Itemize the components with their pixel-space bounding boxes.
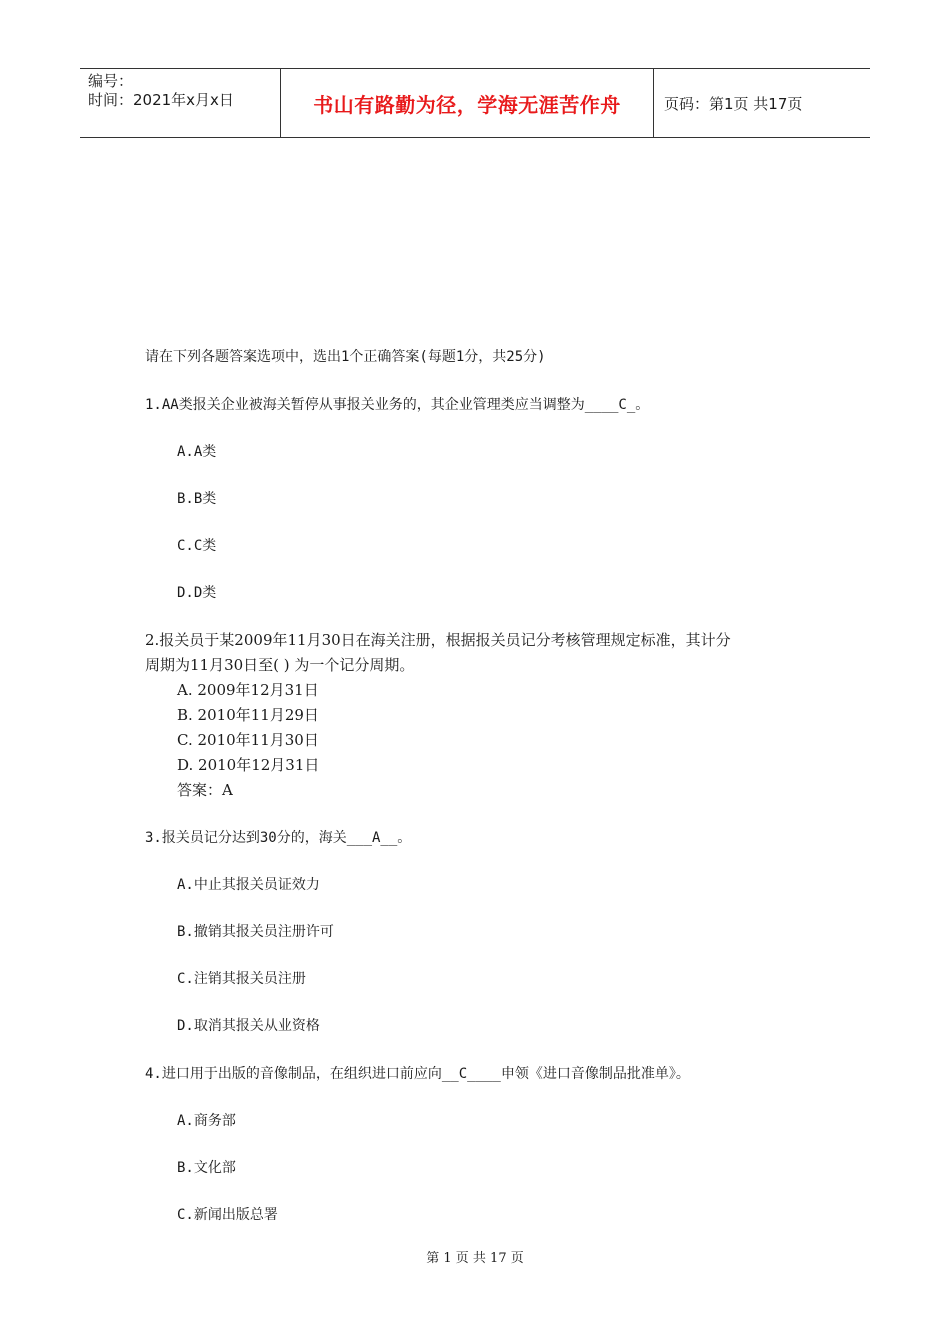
question-2-option-a: A. 2009年12月31日 xyxy=(177,681,319,699)
header-meta xyxy=(80,69,280,137)
question-4-option-a: A.商务部 xyxy=(177,1113,236,1129)
question-4-option-b: B.文化部 xyxy=(177,1160,236,1176)
question-2-option-d: D. 2010年12月31日 xyxy=(177,756,320,774)
question-1-option-c: C.C类 xyxy=(177,538,217,554)
question-3-option-d: D.取消其报关从业资格 xyxy=(177,1018,320,1034)
question-2-stem-line1: 2.报关员于某2009年11月30日在海关注册，根据报关员记分考核管理规定标准，其计分 xyxy=(145,631,731,649)
question-4-stem: 4.进口用于出版的音像制品，在组织进口前应向__C____申领《进口音像制品批准单》。 xyxy=(145,1066,690,1082)
page-header xyxy=(80,68,870,138)
instruction-text: 请在下列各题答案选项中，选出1个正确答案(每题1分，共25分) xyxy=(145,349,546,365)
question-1-stem: 1.AA类报关企业被海关暂停从事报关业务的，其企业管理类应当调整为____C_。 xyxy=(145,397,650,413)
time-label: 时间：2021年x月x日 xyxy=(88,91,234,109)
question-1-option-a: A.A类 xyxy=(177,444,217,460)
question-2-option-c: C. 2010年11月30日 xyxy=(177,731,319,749)
number-label: 编号： xyxy=(88,72,134,90)
header-motto-cell xyxy=(280,69,654,137)
page-footer: 第 1 页 共 17 页 xyxy=(426,1251,524,1266)
question-3-option-b: B.撤销其报关员注册许可 xyxy=(177,924,334,940)
header-page-info xyxy=(654,69,870,137)
question-4-option-c: C.新闻出版总署 xyxy=(177,1207,278,1223)
header-motto: 书山有路勤为径，学海无涯苦作舟 xyxy=(313,92,621,117)
question-3-option-a: A.中止其报关员证效力 xyxy=(177,877,320,893)
question-3-stem: 3.报关员记分达到30分的，海关___A__。 xyxy=(145,830,412,846)
question-1-option-b: B.B类 xyxy=(177,491,217,507)
question-1-option-d: D.D类 xyxy=(177,585,217,601)
question-2-answer: 答案：A xyxy=(177,781,233,799)
question-2-stem-line2: 周期为11月30日至( ) 为一个记分周期。 xyxy=(145,656,415,674)
question-2-option-b: B. 2010年11月29日 xyxy=(177,706,319,724)
page-info-text: 页码：第1页 共17页 xyxy=(664,94,803,113)
question-3-option-c: C.注销其报关员注册 xyxy=(177,971,306,987)
